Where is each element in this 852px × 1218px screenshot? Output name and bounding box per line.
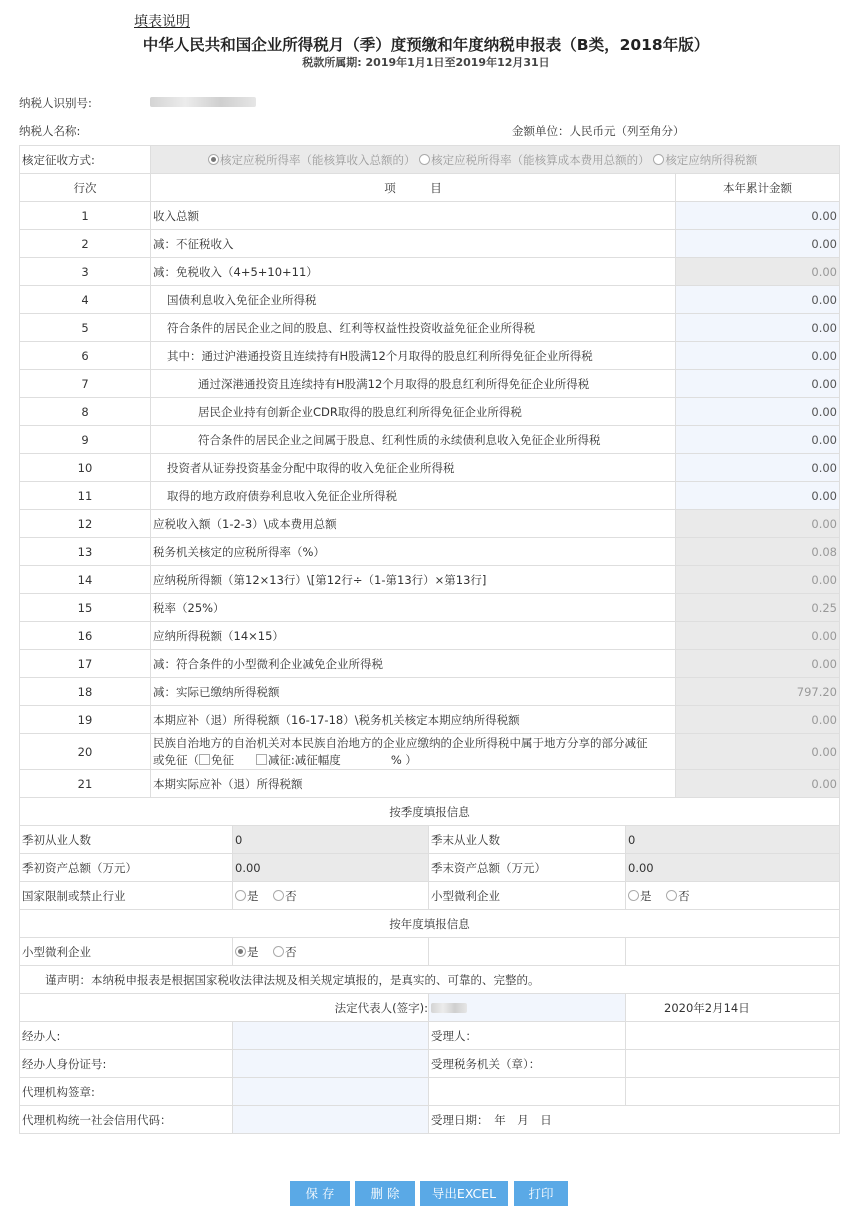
taxpayer-name-label: 纳税人名称: xyxy=(19,124,81,138)
amount-input[interactable]: 0.00 xyxy=(676,454,840,482)
start-employees-input[interactable]: 0 xyxy=(233,826,429,854)
table-row xyxy=(20,594,840,622)
no-label: 否 xyxy=(678,888,690,903)
line-number: 2 xyxy=(20,230,151,258)
line-number: 11 xyxy=(20,482,151,510)
amount-input[interactable]: 0.00 xyxy=(676,398,840,426)
table-row xyxy=(20,482,840,510)
reduce-label: 减征:减征幅度 xyxy=(267,752,341,767)
line-number: 5 xyxy=(20,314,151,342)
table-row xyxy=(20,258,840,286)
amount-input[interactable]: 0.00 xyxy=(676,370,840,398)
taxpayer-id-label: 纳税人识别号: xyxy=(19,96,92,110)
yes-label: 是 xyxy=(247,888,259,903)
annual-small-yes-radio[interactable] xyxy=(235,946,246,957)
amount-computed: 0.00 xyxy=(676,258,840,286)
no-label: 否 xyxy=(285,888,297,903)
item-label: 其中：通过沪港通投资且连续持有H股满12个月取得的股息红利所得免征企业所得税 xyxy=(151,342,676,370)
line-number: 16 xyxy=(20,622,151,650)
annual-small-enterprise-label: 小型微利企业 xyxy=(20,938,233,966)
tax-office-label: 受理税务机关（章）： xyxy=(429,1050,626,1078)
line-number: 15 xyxy=(20,594,151,622)
yes-label: 是 xyxy=(247,944,259,959)
amount-computed: 0.00 xyxy=(676,734,840,770)
agency-code-label: 代理机构统一社会信用代码： xyxy=(20,1106,233,1134)
line-number: 19 xyxy=(20,706,151,734)
empty-cell xyxy=(626,1078,840,1106)
method-radio-3[interactable] xyxy=(653,154,664,165)
line-number: 6 xyxy=(20,342,151,370)
end-employees-input[interactable]: 0 xyxy=(626,826,840,854)
line-number: 7 xyxy=(20,370,151,398)
tax-period: 税款所属期: 2019年1月1日至2019年12月31日 xyxy=(302,56,550,69)
quarterly-section-title: 按季度填报信息 xyxy=(20,798,840,826)
item-label: 税率（25%） xyxy=(151,594,676,622)
declaration-statement: 谨声明：本纳税申报表是根据国家税收法律法规及相关规定填报的，是真实的、可靠的、完整的。 xyxy=(20,966,840,994)
table-row xyxy=(20,230,840,258)
method-option-3: 核定应纳所得税额 xyxy=(665,152,758,167)
amount-computed: 0.00 xyxy=(676,566,840,594)
receiver-value xyxy=(626,1022,840,1050)
tax-office-value xyxy=(626,1050,840,1078)
item-label: 本期实际应补（退）所得税额 xyxy=(151,770,676,798)
line-number: 14 xyxy=(20,566,151,594)
line-number: 13 xyxy=(20,538,151,566)
empty-cell xyxy=(429,938,626,966)
agency-code-input[interactable] xyxy=(233,1106,429,1134)
table-row xyxy=(20,734,840,770)
supplementary-table xyxy=(19,797,840,1134)
small-enterprise-label: 小型微利企业 xyxy=(429,882,626,910)
line-number: 18 xyxy=(20,678,151,706)
amount-input[interactable]: 0.00 xyxy=(676,314,840,342)
no-label: 否 xyxy=(285,944,297,959)
method-options xyxy=(151,146,840,174)
annual-small-no-radio[interactable] xyxy=(273,946,284,957)
item-label: 税务机关核定的应税所得率（%） xyxy=(151,538,676,566)
line-number: 1 xyxy=(20,202,151,230)
table-row xyxy=(20,566,840,594)
exempt-label: 免征 xyxy=(211,752,234,767)
restricted-industry-options xyxy=(233,882,429,910)
export-excel-button[interactable]: 导出EXCEL xyxy=(420,1181,508,1206)
line-number: 17 xyxy=(20,650,151,678)
amount-computed: 0.08 xyxy=(676,538,840,566)
handler-label: 经办人: xyxy=(20,1022,233,1050)
amount-input[interactable]: 0.00 xyxy=(676,202,840,230)
receiver-label: 受理人： xyxy=(429,1022,626,1050)
action-bar xyxy=(0,1181,852,1207)
table-row xyxy=(20,202,840,230)
item-label: 通过深港通投资且连续持有H股满12个月取得的股息红利所得免征企业所得税 xyxy=(151,370,676,398)
end-assets-label: 季末资产总额（万元） xyxy=(429,854,626,882)
start-assets-label: 季初资产总额（万元） xyxy=(20,854,233,882)
empty-cell xyxy=(626,938,840,966)
table-row xyxy=(20,770,840,798)
item-label-multiline xyxy=(151,734,676,770)
line-number: 20 xyxy=(20,734,151,770)
signature-redacted xyxy=(431,1003,467,1013)
table-row xyxy=(20,286,840,314)
table-row xyxy=(20,426,840,454)
handler-id-input[interactable] xyxy=(233,1050,429,1078)
item-label: 本期应补（退）所得税额（16-17-18）\税务机关核定本期应纳所得税额 xyxy=(151,706,676,734)
item-label: 居民企业持有创新企业CDR取得的股息红利所得免征企业所得税 xyxy=(151,398,676,426)
table-row xyxy=(20,510,840,538)
agency-seal-input[interactable] xyxy=(233,1078,429,1106)
start-assets-input[interactable]: 0.00 xyxy=(233,854,429,882)
amount-computed: 0.00 xyxy=(676,622,840,650)
fill-instructions-link[interactable]: 填表说明 xyxy=(134,14,190,30)
line-number: 8 xyxy=(20,398,151,426)
restricted-industry-label: 国家限制或禁止行业 xyxy=(20,882,233,910)
handler-input[interactable] xyxy=(233,1022,429,1050)
item-label: 符合条件的居民企业之间属于股息、红利性质的永续债利息收入免征企业所得税 xyxy=(151,426,676,454)
delete-button[interactable]: 删 除 xyxy=(355,1181,415,1206)
legal-rep-signature[interactable] xyxy=(429,994,626,1022)
print-button[interactable]: 打印 xyxy=(514,1181,568,1206)
item-label: 减：实际已缴纳所得税额 xyxy=(151,678,676,706)
yes-label: 是 xyxy=(640,888,652,903)
agency-seal-label: 代理机构签章: xyxy=(20,1078,233,1106)
item-label: 应纳税所得额（第12×13行）\[第12行÷（1-第13行）×第13行] xyxy=(151,566,676,594)
amount-input[interactable]: 0.00 xyxy=(676,286,840,314)
end-employees-label: 季末从业人数 xyxy=(429,826,626,854)
line-number: 3 xyxy=(20,258,151,286)
table-row xyxy=(20,370,840,398)
col-header-line: 行次 xyxy=(20,174,151,202)
restricted-no-radio[interactable] xyxy=(273,890,284,901)
restricted-yes-radio[interactable] xyxy=(235,890,246,901)
item-label-prefix: 或免征（ xyxy=(153,752,199,767)
item-label: 应税收入额（1-2-3）\成本费用总额 xyxy=(151,510,676,538)
percent-label: % ） xyxy=(390,752,417,767)
item-label-continuation xyxy=(153,752,673,769)
table-row xyxy=(20,314,840,342)
table-row xyxy=(20,398,840,426)
exempt-checkbox[interactable] xyxy=(199,754,210,765)
amount-computed: 0.00 xyxy=(676,706,840,734)
amount-computed: 0.00 xyxy=(676,770,840,798)
col-header-amount: 本年累计金额 xyxy=(676,174,840,202)
start-employees-label: 季初从业人数 xyxy=(20,826,233,854)
small-enterprise-options xyxy=(626,882,840,910)
small-yes-radio[interactable] xyxy=(628,890,639,901)
save-button[interactable]: 保 存 xyxy=(290,1181,350,1206)
legal-rep-label: 法定代表人(签字): xyxy=(20,994,429,1022)
item-label: 减：不征税收入 xyxy=(151,230,676,258)
col-header-item: 项 目 xyxy=(151,174,676,202)
amount-computed: 0.00 xyxy=(676,510,840,538)
item-label: 投资者从证券投资基金分配中取得的收入免征企业所得税 xyxy=(151,454,676,482)
method-radio-2[interactable] xyxy=(419,154,430,165)
amount-computed: 797.20 xyxy=(676,678,840,706)
line-number: 9 xyxy=(20,426,151,454)
table-row xyxy=(20,538,840,566)
amount-input[interactable]: 0.00 xyxy=(676,426,840,454)
item-label: 应纳所得税额（14×15） xyxy=(151,622,676,650)
empty-cell xyxy=(429,1078,626,1106)
item-label: 民族自治地方的自治机关对本民族自治地方的企业应缴纳的企业所得税中属于地方分享的部分减征 xyxy=(153,735,648,750)
method-radio-1[interactable] xyxy=(208,154,219,165)
end-assets-input[interactable]: 0.00 xyxy=(626,854,840,882)
amount-computed: 0.00 xyxy=(676,650,840,678)
amount-input[interactable]: 0.00 xyxy=(676,230,840,258)
amount-computed: 0.25 xyxy=(676,594,840,622)
table-row xyxy=(20,454,840,482)
annual-section-title: 按年度填报信息 xyxy=(20,910,840,938)
method-label: 核定征收方式: xyxy=(20,146,151,174)
declaration-date: 2020年2月14日 xyxy=(626,994,840,1022)
table-row xyxy=(20,678,840,706)
item-label: 减：符合条件的小型微利企业减免企业所得税 xyxy=(151,650,676,678)
amount-input[interactable]: 0.00 xyxy=(676,482,840,510)
small-no-radio[interactable] xyxy=(666,890,677,901)
method-option-2: 核定应税所得率（能核算成本费用总额的） xyxy=(431,152,650,167)
line-number: 12 xyxy=(20,510,151,538)
taxpayer-id-value-redacted xyxy=(150,97,256,107)
item-label: 收入总额 xyxy=(151,202,676,230)
table-row xyxy=(20,650,840,678)
item-label: 减：免税收入（4+5+10+11） xyxy=(151,258,676,286)
amount-unit: 金额单位：人民币元（列至角分） xyxy=(512,124,685,138)
table-row xyxy=(20,706,840,734)
item-label: 国债利息收入免征企业所得税 xyxy=(151,286,676,314)
reduce-checkbox[interactable] xyxy=(256,754,267,765)
annual-small-enterprise-options xyxy=(233,938,429,966)
table-row xyxy=(20,622,840,650)
amount-input[interactable]: 0.00 xyxy=(676,342,840,370)
line-number: 21 xyxy=(20,770,151,798)
table-row xyxy=(20,342,840,370)
item-label: 符合条件的居民企业之间的股息、红利等权益性投资收益免征企业所得税 xyxy=(151,314,676,342)
item-label: 取得的地方政府债券利息收入免征企业所得税 xyxy=(151,482,676,510)
declaration-table xyxy=(19,145,840,798)
accept-date-label: 受理日期： 年 月 日 xyxy=(429,1106,840,1134)
line-number: 4 xyxy=(20,286,151,314)
handler-id-label: 经办人身份证号: xyxy=(20,1050,233,1078)
page-title: 中华人民共和国企业所得税月（季）度预缴和年度纳税申报表（B类，2018年版） xyxy=(142,36,710,54)
line-number: 10 xyxy=(20,454,151,482)
method-option-1: 核定应税所得率（能核算收入总额的） xyxy=(220,152,416,167)
